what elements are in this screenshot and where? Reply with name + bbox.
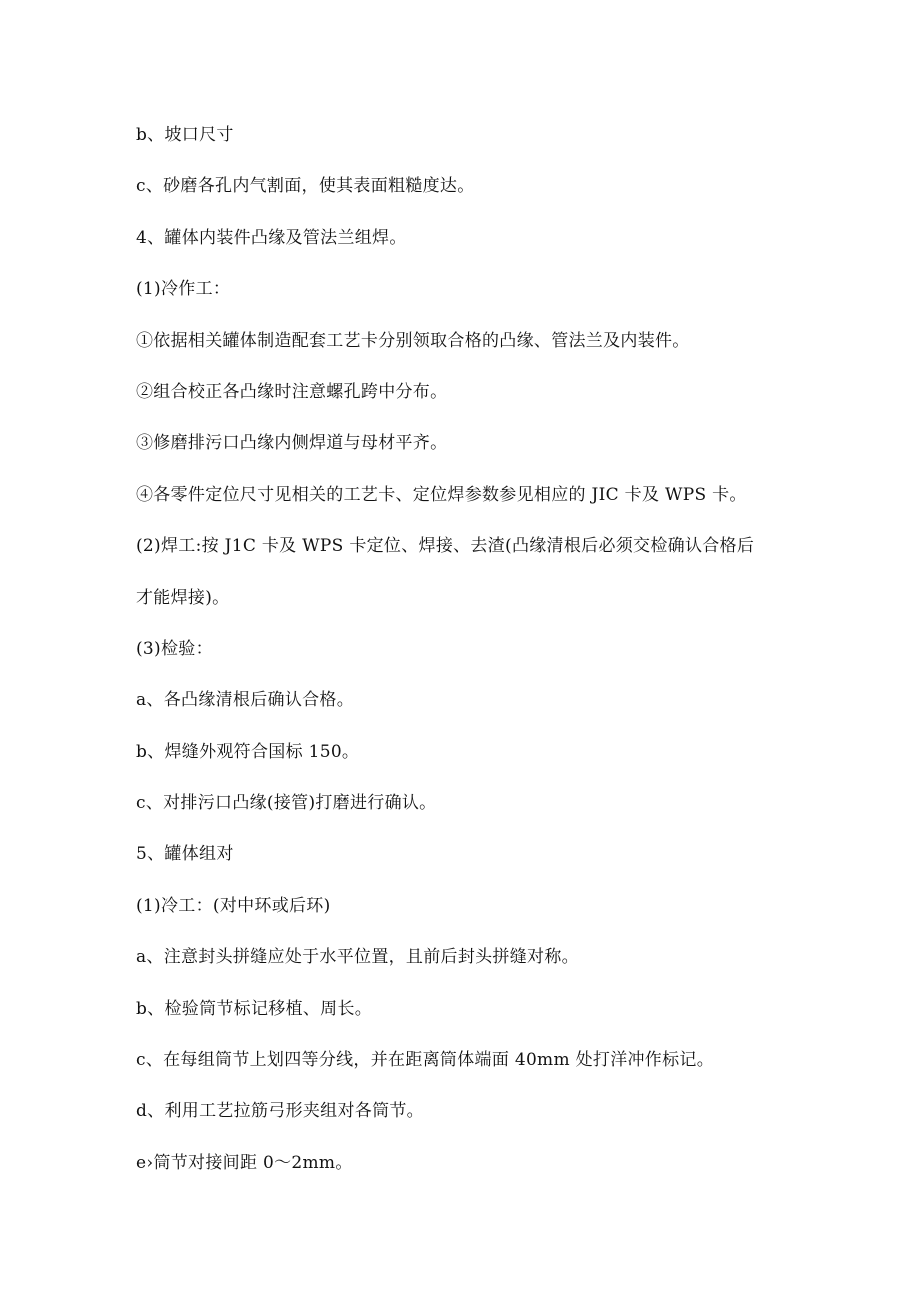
text-line: b、坡口尺寸 [136, 125, 234, 145]
document-body [136, 122, 796, 1201]
subsection-heading: (1)冷工：(对中环或后环) [136, 895, 331, 916]
text-line: ③修磨排污口凸缘内侧焊道与母材平齐。 [136, 433, 448, 454]
text-line: c、在每组筒节上划四等分线，并在距离筒体端面 40mm 处打洋冲作标记。 [136, 1050, 714, 1071]
text-line: a、各凸缘清根后确认合格。 [136, 690, 355, 711]
subsection-heading: (1)冷作工： [136, 279, 231, 300]
text-line: ④各零件定位尺寸见相关的工艺卡、定位焊参数参见相应的 JIC 卡及 WPS 卡。 [136, 484, 747, 505]
subsection-heading: (2)焊工:按 J1C 卡及 WPS 卡定位、焊接、去渣(凸缘清根后必须交检确认合格后 [136, 536, 755, 557]
text-line: a、注意封头拼缝应处于水平位置，且前后封头拼缝对称。 [136, 947, 579, 968]
text-line: 才能焊接)。 [136, 587, 230, 608]
text-line: b、焊缝外观符合国标 150。 [136, 741, 360, 762]
text-line: c、对排污口凸缘(接管)打磨进行确认。 [136, 793, 437, 814]
text-line: e›筒节对接间距 0～2mm。 [136, 1152, 353, 1173]
text-line: ②组合校正各凸缘时注意螺孔跨中分布。 [136, 381, 448, 402]
subsection-heading: (3)检验： [136, 638, 213, 659]
text-line: c、砂磨各孔内气割面，使其表面粗糙度达。 [136, 176, 475, 197]
section-heading: 5、罐体组对 [136, 844, 234, 865]
text-line: b、检验筒节标记移植、周长。 [136, 998, 373, 1019]
section-heading: 4、罐体内装件凸缘及管法兰组焊。 [136, 227, 407, 248]
text-line: d、利用工艺拉筋弓形夹组对各筒节。 [136, 1101, 424, 1122]
text-line: ①依据相关罐体制造配套工艺卡分别领取合格的凸缘、管法兰及内装件。 [136, 330, 690, 351]
